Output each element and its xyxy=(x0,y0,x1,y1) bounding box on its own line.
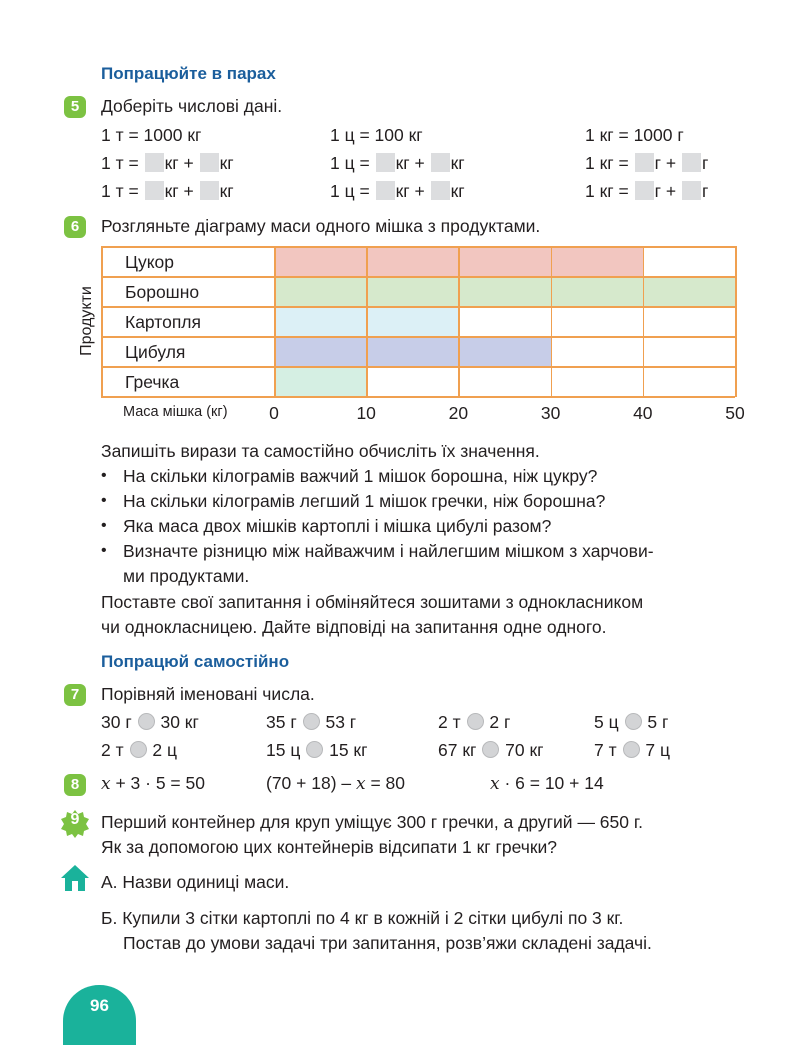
task5-lhs: 1 ц = xyxy=(330,153,370,173)
comparison-left: 2 т xyxy=(101,740,124,760)
comparison-item xyxy=(266,740,367,761)
task5-prompt: Доберіть числові дані. xyxy=(101,96,283,116)
comparison-item xyxy=(438,740,544,761)
task6-question-1: На скільки кілограмів важчий 1 мішок борошна, ніж цукру? xyxy=(123,466,598,486)
variable-x: x xyxy=(356,774,366,794)
chart-column-line xyxy=(735,246,737,397)
chart-x-tick-label: 50 xyxy=(725,403,745,423)
comparison-right: 70 кг xyxy=(505,740,544,760)
equation-2-pre: (70 + 18) – xyxy=(266,773,356,793)
task5-unit: кг + xyxy=(395,181,425,201)
comparison-sign-circle[interactable] xyxy=(306,741,323,758)
task6-question-2: На скільки кілограмів легший 1 мішок гречки, ніж борошна? xyxy=(123,491,606,511)
task5-unit: кг xyxy=(450,181,465,201)
comparison-item xyxy=(594,740,670,761)
task5-fact-3: 1 кг = 1000 г xyxy=(585,125,684,145)
variable-x: x xyxy=(101,774,111,794)
comparison-sign-circle[interactable] xyxy=(482,741,499,758)
equation-2 xyxy=(266,773,405,794)
equation-3 xyxy=(490,773,604,794)
comparison-left: 30 г xyxy=(101,712,132,732)
chart-column-line xyxy=(366,246,368,397)
task-number-5: 5 xyxy=(64,96,86,118)
task6-question-4-cont: ми продуктами. xyxy=(123,566,250,586)
comparison-sign-circle[interactable] xyxy=(467,713,484,730)
chart-category-label: Гречка xyxy=(125,372,180,392)
chart-row-line xyxy=(101,366,735,368)
section-heading-self: Попрацюй самостійно xyxy=(101,652,290,671)
comparison-right: 15 кг xyxy=(329,740,368,760)
comparison-left: 15 ц xyxy=(266,740,301,760)
task5-unit: кг xyxy=(219,181,234,201)
section-heading-pairs: Попрацюйте в парах xyxy=(101,64,276,83)
task5-lhs: 1 т = xyxy=(101,181,139,201)
chart-x-tick-label: 40 xyxy=(633,403,653,423)
task5-lhs: 1 ц = xyxy=(330,181,370,201)
comparison-left: 2 т xyxy=(438,712,461,732)
chart-row-line xyxy=(101,246,735,248)
chart-x-tick-label: 0 xyxy=(269,403,279,423)
chart-row-line xyxy=(101,336,735,338)
chart-bar xyxy=(274,276,735,306)
task5-lhs: 1 т = xyxy=(101,153,139,173)
chart-bar xyxy=(274,336,551,366)
task5-unit: кг xyxy=(219,153,234,173)
chart-x-tick-label: 10 xyxy=(356,403,376,423)
equation-1-rest: + 3 · 5 = 50 xyxy=(110,773,205,793)
task5-unit: кг + xyxy=(164,153,194,173)
task5-lhs: 1 кг = xyxy=(585,181,629,201)
task-number-7: 7 xyxy=(64,684,86,706)
comparison-sign-circle[interactable] xyxy=(130,741,147,758)
comparison-right: 2 ц xyxy=(152,740,177,760)
bullet-dot: • xyxy=(101,467,107,484)
chart-column-line xyxy=(643,246,645,397)
home-task-b-line-2: Постав до умови задачі три запитання, розв’яжи складені задачі. xyxy=(123,933,652,953)
variable-x: x xyxy=(490,774,500,794)
chart-row-line xyxy=(101,306,735,308)
task5-unit: г + xyxy=(654,181,677,201)
task6-question-4: Визначте різницю між найважчим і найлегшим мішком з харчови- xyxy=(123,541,654,561)
comparison-item xyxy=(438,712,510,733)
comparison-item xyxy=(266,712,356,733)
chart-category-label: Цибуля xyxy=(125,342,186,362)
chart-column-line xyxy=(458,246,460,397)
task6-paragraph-2: чи однокласницею. Дайте відповіді на запитання одне одного. xyxy=(101,617,607,637)
bullet-dot: • xyxy=(101,492,107,509)
task5-lhs: 1 кг = xyxy=(585,153,629,173)
task9-line-2: Як за допомогою цих контейнерів відсипати 1 кг гречки? xyxy=(101,837,558,857)
task6-instruction: Запишіть вирази та самостійно обчисліть їх значення. xyxy=(101,441,540,461)
chart-x-tick-label: 30 xyxy=(540,403,561,423)
task9-line-1: Перший контейнер для круп уміщує 300 г гречки, а другий — 650 г. xyxy=(101,812,643,832)
comparison-sign-circle[interactable] xyxy=(623,741,640,758)
chart-category-label: Картопля xyxy=(125,312,201,332)
chart-column-line xyxy=(551,246,553,397)
chart-row-line xyxy=(101,276,735,278)
task5-unit: г xyxy=(701,181,709,201)
home-task-a: А. Назви одиниці маси. xyxy=(101,872,290,892)
bullet-dot: • xyxy=(101,542,107,559)
comparison-left: 67 кг xyxy=(438,740,477,760)
chart-row-line xyxy=(101,396,735,398)
home-task-b-line-1: Б. Купили 3 сітки картоплі по 4 кг в кожній і 2 сітки цибулі по 3 кг. xyxy=(101,908,624,928)
page-number: 96 xyxy=(63,985,136,1045)
comparison-right: 7 ц xyxy=(645,740,670,760)
task5-unit: г + xyxy=(654,153,677,173)
chart-x-tick-label: 20 xyxy=(448,403,469,423)
task5-unit: кг xyxy=(450,153,465,173)
comparison-right: 2 г xyxy=(489,712,511,732)
comparison-item xyxy=(594,712,668,733)
equation-2-rest: = 80 xyxy=(365,773,406,793)
task6-paragraph-1: Поставте свої запитання і обміняйтеся зошитами з однокласником xyxy=(101,592,644,612)
chart-bar xyxy=(274,366,366,396)
comparison-left: 5 ц xyxy=(594,712,619,732)
comparison-left: 7 т xyxy=(594,740,617,760)
comparison-sign-circle[interactable] xyxy=(303,713,320,730)
comparison-right: 30 кг xyxy=(160,712,199,732)
comparison-right: 53 г xyxy=(325,712,357,732)
chart-category-label: Борошно xyxy=(125,282,200,302)
bullet-dot: • xyxy=(101,517,107,534)
comparison-left: 35 г xyxy=(266,712,297,732)
chart-x-axis-label: Маса мішка (кг) xyxy=(123,404,228,420)
task-number-9: 9 xyxy=(70,811,80,828)
task5-unit: кг + xyxy=(395,153,425,173)
equation-3-rest: · 6 = 10 + 14 xyxy=(499,773,604,793)
task5-fact-1: 1 т = 1000 кг xyxy=(101,125,202,145)
chart-y-axis-label: Продукти xyxy=(77,286,95,356)
task6-prompt: Розгляньте діаграму маси одного мішка з продуктами. xyxy=(101,216,541,236)
bar-chart xyxy=(0,0,800,440)
home-icon xyxy=(60,864,90,892)
comparison-sign-circle[interactable] xyxy=(138,713,155,730)
comparison-item xyxy=(101,740,177,761)
comparison-item xyxy=(101,712,199,733)
equation-1 xyxy=(101,773,205,794)
task6-question-3: Яка маса двох мішків картоплі і мішка цибулі разом? xyxy=(123,516,552,536)
chart-category-label: Цукор xyxy=(125,252,175,272)
chart-column-line xyxy=(274,246,276,397)
comparison-right: 5 г xyxy=(647,712,669,732)
comparison-sign-circle[interactable] xyxy=(625,713,642,730)
chart-column-line xyxy=(101,246,103,397)
task5-fact-2: 1 ц = 100 кг xyxy=(330,125,423,145)
task-number-6: 6 xyxy=(64,216,86,238)
task-number-8: 8 xyxy=(64,774,86,796)
task7-prompt: Порівняй іменовані числа. xyxy=(101,684,315,704)
task5-unit: кг + xyxy=(164,181,194,201)
task5-unit: г xyxy=(701,153,709,173)
